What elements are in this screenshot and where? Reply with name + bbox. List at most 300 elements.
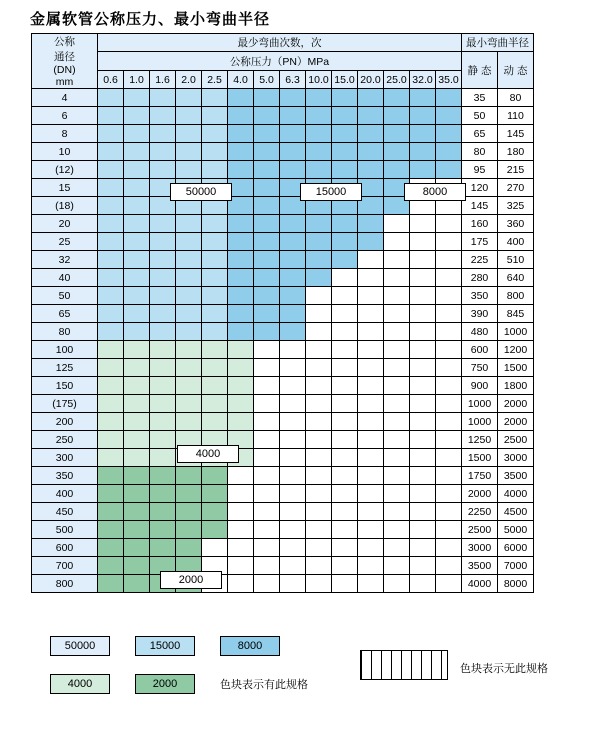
grid-cell [254,323,280,341]
static-radius-value: 80 [462,143,498,161]
table-row [32,413,534,431]
grid-cell [280,305,306,323]
grid-cell [384,107,410,125]
grid-cell [202,413,228,431]
grid-cell [306,359,332,377]
dn-header-line3: (DN) [53,64,76,76]
grid-cell [202,359,228,377]
dynamic-radius-value: 145 [498,125,534,143]
legend-swatch: 8000 [220,636,280,656]
grid-cell [124,485,150,503]
grid-cell [254,377,280,395]
grid-cell [410,503,436,521]
grid-cell [124,503,150,521]
table-row [32,575,534,593]
grid-cell [358,449,384,467]
grid-cell [306,323,332,341]
grid-cell [306,575,332,593]
grid-cell [332,269,358,287]
grid-cell [124,125,150,143]
grid-cell [124,89,150,107]
grid-cell [384,359,410,377]
grid-cell [98,449,124,467]
dn-value: 20 [32,215,98,233]
table-row [32,377,534,395]
grid-cell [150,377,176,395]
grid-cell [202,161,228,179]
pressure-col-header: 15.0 [332,71,358,89]
pressure-col-header: 1.6 [150,71,176,89]
grid-cell [202,269,228,287]
dn-value: 40 [32,269,98,287]
static-radius-value: 390 [462,305,498,323]
table-row [32,251,534,269]
grid-cell [358,485,384,503]
grid-cell [280,107,306,125]
dynamic-radius-value: 8000 [498,575,534,593]
dn-value: 150 [32,377,98,395]
grid-cell [358,323,384,341]
grid-cell [98,197,124,215]
grid-cell [436,161,462,179]
grid-cell [254,251,280,269]
grid-cell [332,557,358,575]
grid-cell [98,377,124,395]
grid-cell [176,467,202,485]
grid-cell [124,269,150,287]
grid-cell [202,467,228,485]
grid-cell [254,485,280,503]
grid-cell [280,89,306,107]
grid-cell [384,323,410,341]
static-radius-value: 95 [462,161,498,179]
table-head [32,34,534,89]
grid-cell [150,251,176,269]
grid-cell [280,575,306,593]
grid-cell [124,467,150,485]
table-row [32,305,534,323]
legend-color-note: 色块表示有此规格 [220,679,308,691]
grid-cell [410,215,436,233]
grid-cell [254,179,280,197]
static-radius-value: 750 [462,359,498,377]
grid-cell [306,395,332,413]
table-row [32,143,534,161]
grid-cell [410,485,436,503]
grid-cell [176,161,202,179]
grid-cell [150,305,176,323]
grid-cell [384,521,410,539]
grid-cell [202,503,228,521]
grid-cell [280,377,306,395]
grid-cell [436,395,462,413]
static-radius-value: 280 [462,269,498,287]
grid-cell [176,323,202,341]
dynamic-radius-value: 5000 [498,521,534,539]
grid-cell [358,143,384,161]
grid-cell [410,395,436,413]
grid-cell [280,413,306,431]
grid-cell [150,359,176,377]
dn-value: 15 [32,179,98,197]
dynamic-radius-value: 7000 [498,557,534,575]
grid-cell [228,575,254,593]
grid-cell [124,575,150,593]
grid-cell [228,395,254,413]
table-row [32,215,534,233]
table-body [32,89,534,593]
grid-cell [124,377,150,395]
grid-cell [436,575,462,593]
dynamic-radius-value: 80 [498,89,534,107]
dynamic-radius-value: 360 [498,215,534,233]
table-row [32,107,534,125]
grid-cell [280,323,306,341]
grid-cell [254,359,280,377]
grid-cell [176,233,202,251]
grid-cell [176,395,202,413]
grid-cell [306,269,332,287]
dynamic-radius-value: 325 [498,197,534,215]
static-radius-value: 600 [462,341,498,359]
grid-cell [384,125,410,143]
legend-grid-swatch [360,650,448,680]
grid-cell [436,215,462,233]
grid-cell [410,377,436,395]
grid-cell [358,305,384,323]
dn-value: 200 [32,413,98,431]
legend-swatch: 2000 [135,674,195,694]
spec-table-container [31,33,534,593]
grid-cell [202,89,228,107]
static-radius-value: 35 [462,89,498,107]
grid-cell [280,341,306,359]
legend-swatch: 15000 [135,636,195,656]
grid-cell [358,557,384,575]
dynamic-radius-value: 1000 [498,323,534,341]
dynamic-radius-value: 2000 [498,395,534,413]
grid-cell [280,251,306,269]
dn-header [32,34,98,89]
grid-cell [228,539,254,557]
grid-cell [228,341,254,359]
grid-cell [98,431,124,449]
grid-cell [436,341,462,359]
grid-cell [306,233,332,251]
grid-cell [410,161,436,179]
grid-cell [436,233,462,251]
grid-cell [254,269,280,287]
grid-cell [436,485,462,503]
grid-cell [280,467,306,485]
grid-cell [436,107,462,125]
grid-cell [98,539,124,557]
pressure-col-header: 32.0 [410,71,436,89]
grid-cell [306,341,332,359]
static-header: 静 态 [462,52,498,89]
dynamic-radius-value: 180 [498,143,534,161]
dn-value: 700 [32,557,98,575]
grid-cell [358,251,384,269]
static-radius-value: 145 [462,197,498,215]
pressure-col-header: 20.0 [358,71,384,89]
grid-cell [306,377,332,395]
grid-cell [384,341,410,359]
dn-value: 6 [32,107,98,125]
grid-cell [436,305,462,323]
dn-value: 100 [32,341,98,359]
table-row [32,467,534,485]
grid-cell [384,143,410,161]
dn-value: 350 [32,467,98,485]
dn-value: 25 [32,233,98,251]
static-radius-value: 2500 [462,521,498,539]
grid-cell [358,377,384,395]
grid-cell [176,503,202,521]
table-row [32,359,534,377]
grid-cell [150,323,176,341]
grid-cell [124,557,150,575]
grid-cell [306,287,332,305]
dynamic-radius-value: 800 [498,287,534,305]
grid-cell [384,233,410,251]
header-row-3 [32,71,534,89]
grid-cell [358,287,384,305]
grid-cell [150,395,176,413]
grid-cell [202,125,228,143]
grid-cell [280,125,306,143]
grid-cell [280,521,306,539]
dynamic-radius-value: 510 [498,251,534,269]
grid-cell [254,143,280,161]
grid-cell [358,269,384,287]
grid-cell [254,215,280,233]
pressure-col-header: 25.0 [384,71,410,89]
table-row [32,341,534,359]
grid-cell [280,233,306,251]
grid-cell [254,305,280,323]
overlay-value: 15000 [300,183,362,201]
grid-cell [280,287,306,305]
grid-cell [124,431,150,449]
grid-cell [150,503,176,521]
grid-cell [306,467,332,485]
grid-cell [332,485,358,503]
dn-value: 800 [32,575,98,593]
grid-cell [202,305,228,323]
grid-cell [202,287,228,305]
grid-cell [98,143,124,161]
dn-value: 8 [32,125,98,143]
grid-cell [202,521,228,539]
grid-cell [176,413,202,431]
grid-cell [410,449,436,467]
dynamic-radius-value: 2500 [498,431,534,449]
grid-cell [176,251,202,269]
grid-cell [332,377,358,395]
table-row [32,557,534,575]
grid-cell [202,341,228,359]
grid-cell [176,359,202,377]
grid-cell [358,539,384,557]
grid-cell [436,467,462,485]
grid-cell [150,341,176,359]
overlay-value: 2000 [160,571,222,589]
dynamic-radius-value: 845 [498,305,534,323]
grid-cell [332,503,358,521]
grid-cell [384,557,410,575]
grid-cell [124,179,150,197]
grid-cell [384,395,410,413]
pressure-col-header: 5.0 [254,71,280,89]
grid-cell [358,233,384,251]
dynamic-radius-value: 400 [498,233,534,251]
grid-cell [306,557,332,575]
grid-cell [254,575,280,593]
grid-cell [228,413,254,431]
grid-cell [306,503,332,521]
static-radius-value: 350 [462,287,498,305]
grid-cell [410,413,436,431]
grid-cell [358,107,384,125]
grid-cell [384,449,410,467]
dn-header-line4: mm [55,76,74,88]
dn-value: 450 [32,503,98,521]
grid-cell [176,539,202,557]
grid-cell [124,359,150,377]
grid-cell [280,269,306,287]
grid-cell [202,233,228,251]
grid-cell [410,557,436,575]
pressure-col-header: 0.6 [98,71,124,89]
grid-cell [358,89,384,107]
static-radius-value: 1000 [462,413,498,431]
grid-cell [98,269,124,287]
grid-cell [98,341,124,359]
grid-cell [280,395,306,413]
pressure-col-header: 6.3 [280,71,306,89]
static-radius-value: 120 [462,179,498,197]
grid-cell [410,305,436,323]
grid-cell [410,431,436,449]
grid-cell [124,521,150,539]
grid-cell [98,359,124,377]
grid-cell [280,359,306,377]
grid-cell [384,377,410,395]
grid-cell [254,467,280,485]
grid-cell [98,575,124,593]
grid-cell [358,359,384,377]
grid-cell [150,125,176,143]
static-radius-value: 480 [462,323,498,341]
grid-cell [384,305,410,323]
grid-cell [410,125,436,143]
grid-cell [176,485,202,503]
grid-cell [228,143,254,161]
grid-cell [176,377,202,395]
grid-cell [436,323,462,341]
dynamic-radius-value: 3500 [498,467,534,485]
grid-cell [150,467,176,485]
grid-cell [332,359,358,377]
grid-cell [332,413,358,431]
grid-cell [124,233,150,251]
grid-cell [410,287,436,305]
grid-cell [98,287,124,305]
dynamic-radius-value: 1500 [498,359,534,377]
grid-cell [332,575,358,593]
grid-cell [358,521,384,539]
dn-value: (175) [32,395,98,413]
dn-value: 250 [32,431,98,449]
legend-swatch: 4000 [50,674,110,694]
grid-cell [436,359,462,377]
grid-cell [124,449,150,467]
grid-cell [358,215,384,233]
dynamic-radius-value: 3000 [498,449,534,467]
table-row [32,323,534,341]
grid-cell [306,431,332,449]
grid-cell [150,431,176,449]
grid-cell [306,539,332,557]
grid-cell [436,89,462,107]
grid-cell [436,377,462,395]
static-radius-value: 3500 [462,557,498,575]
table-row [32,431,534,449]
grid-cell [124,143,150,161]
table-row [32,521,534,539]
dynamic-radius-value: 6000 [498,539,534,557]
legend-swatch: 50000 [50,636,110,656]
grid-cell [202,143,228,161]
static-radius-value: 65 [462,125,498,143]
grid-cell [228,503,254,521]
grid-cell [124,161,150,179]
table-row [32,449,534,467]
grid-cell [228,557,254,575]
pressure-col-header: 2.0 [176,71,202,89]
spec-table [31,33,534,593]
grid-cell [98,233,124,251]
grid-cell [150,233,176,251]
grid-cell [358,395,384,413]
grid-cell [436,269,462,287]
grid-cell [280,503,306,521]
grid-cell [150,89,176,107]
bend-times-header: 最少弯曲次数，次 [98,34,462,52]
grid-cell [98,107,124,125]
grid-cell [228,251,254,269]
grid-cell [98,323,124,341]
grid-cell [384,575,410,593]
dynamic-radius-value: 270 [498,179,534,197]
grid-cell [280,161,306,179]
pressure-col-header: 1.0 [124,71,150,89]
grid-cell [124,539,150,557]
static-radius-value: 3000 [462,539,498,557]
static-radius-value: 4000 [462,575,498,593]
grid-cell [384,431,410,449]
dn-header-line2: 通径 [54,51,75,63]
grid-cell [202,323,228,341]
grid-cell [228,233,254,251]
grid-cell [98,557,124,575]
grid-cell [254,341,280,359]
table-row [32,89,534,107]
dn-value: 10 [32,143,98,161]
grid-cell [124,341,150,359]
grid-cell [176,521,202,539]
